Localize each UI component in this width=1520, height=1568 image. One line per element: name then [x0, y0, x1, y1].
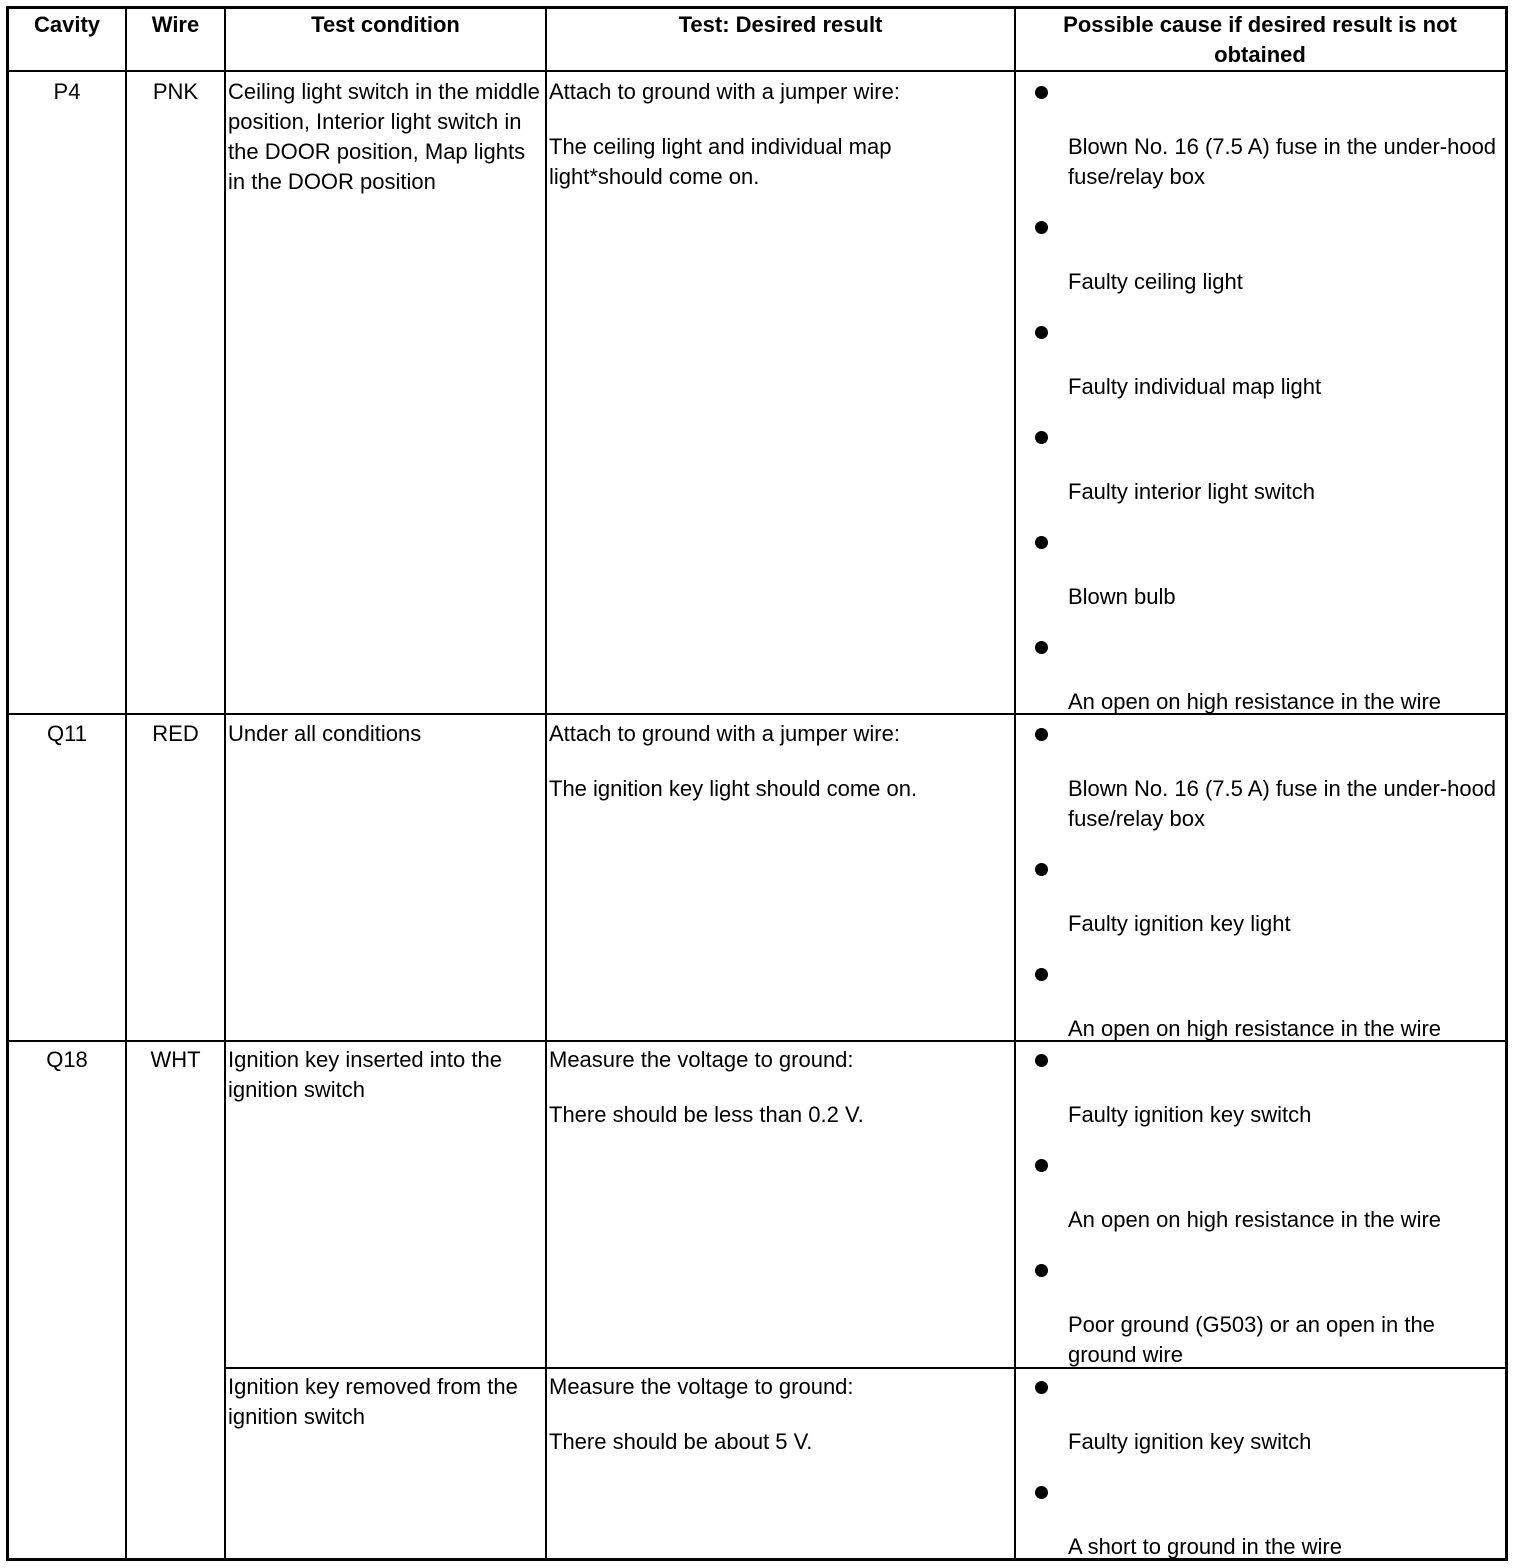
result-expectation: There should be less than 0.2 V. [549, 1102, 864, 1127]
test-condition-cell: Ceiling light switch in the middle position, Interior light switch in the DOOR position, Map lights in the DOOR position [228, 79, 540, 194]
test-condition-cell: Ignition key removed from the ignition switch [228, 1374, 518, 1429]
cause-item: Faulty ceiling light [1068, 269, 1243, 294]
col-divider-2 [224, 6, 226, 1561]
cause-item: Faulty ignition key switch [1068, 1102, 1312, 1127]
cause-item: Blown No. 16 (7.5 A) fuse in the under-hood fuse/relay box [1068, 776, 1497, 831]
bullet-icon [1035, 326, 1048, 339]
cause-item: An open on high resistance in the wire [1068, 689, 1442, 714]
bullet-icon [1035, 728, 1048, 741]
result-expectation: There should be about 5 V. [549, 1429, 813, 1454]
cause-item: Faulty interior light switch [1068, 479, 1315, 504]
col-divider-1 [125, 6, 127, 1561]
bullet-icon [1035, 863, 1048, 876]
desired-result-cell [549, 77, 999, 217]
cause-item: An open on high resistance in the wire [1068, 1207, 1442, 1232]
result-action: Attach to ground with a jumper wire: [549, 721, 900, 746]
test-condition-cell: Under all conditions [228, 721, 422, 746]
cause-item: Faulty ignition key light [1068, 911, 1291, 936]
desired-result-cell [549, 1372, 999, 1482]
col-divider-3 [545, 6, 547, 1561]
cause-item: Faulty individual map light [1068, 374, 1322, 399]
test-condition-cell: Ignition key inserted into the ignition switch [228, 1047, 502, 1102]
cavity-cell: Q11 [47, 721, 87, 746]
result-action: Measure the voltage to ground: [549, 1047, 854, 1072]
cause-item: Poor ground (G503) or an open in the ground wire [1068, 1312, 1435, 1367]
cause-item: Faulty ignition key switch [1068, 1429, 1312, 1454]
bullet-icon [1035, 1264, 1048, 1277]
col-divider-4 [1014, 6, 1016, 1561]
bullet-icon [1035, 1486, 1048, 1499]
result-expectation: The ignition key light should come on. [549, 776, 918, 801]
header-divider [6, 70, 1508, 72]
cause-item: Blown bulb [1068, 584, 1176, 609]
header-desired-result: Test: Desired result [678, 12, 883, 37]
bullet-icon [1035, 1159, 1048, 1172]
cause-item: An open on high resistance in the wire [1068, 1016, 1442, 1041]
header-test-condition: Test condition [311, 12, 460, 37]
cause-item: Blown No. 16 (7.5 A) fuse in the under-hood fuse/relay box [1068, 134, 1497, 189]
bullet-icon [1035, 1381, 1048, 1394]
wire-cell: PNK [152, 79, 199, 104]
bullet-icon [1035, 641, 1048, 654]
result-expectation: The ceiling light and individual map light*should come on. [549, 134, 892, 189]
header-wire: Wire [151, 12, 200, 37]
cause-item: A short to ground in the wire [1068, 1534, 1342, 1559]
cavity-cell: Q18 [46, 1047, 88, 1072]
result-action: Attach to ground with a jumper wire: [549, 79, 900, 104]
bullet-icon [1035, 968, 1048, 981]
bullet-icon [1035, 431, 1048, 444]
bullet-icon [1035, 221, 1048, 234]
result-action: Measure the voltage to ground: [549, 1374, 854, 1399]
header-possible-cause: Possible cause if desired result is not obtained [1063, 12, 1457, 67]
wire-cell: RED [152, 721, 199, 746]
bullet-icon [1035, 1054, 1048, 1067]
cavity-cell: P4 [53, 79, 81, 104]
desired-result-cell [549, 719, 999, 829]
wire-cell: WHT [150, 1047, 201, 1072]
desired-result-cell [549, 1045, 999, 1155]
bullet-icon [1035, 86, 1048, 99]
bullet-icon [1035, 536, 1048, 549]
header-cavity: Cavity [33, 12, 101, 37]
